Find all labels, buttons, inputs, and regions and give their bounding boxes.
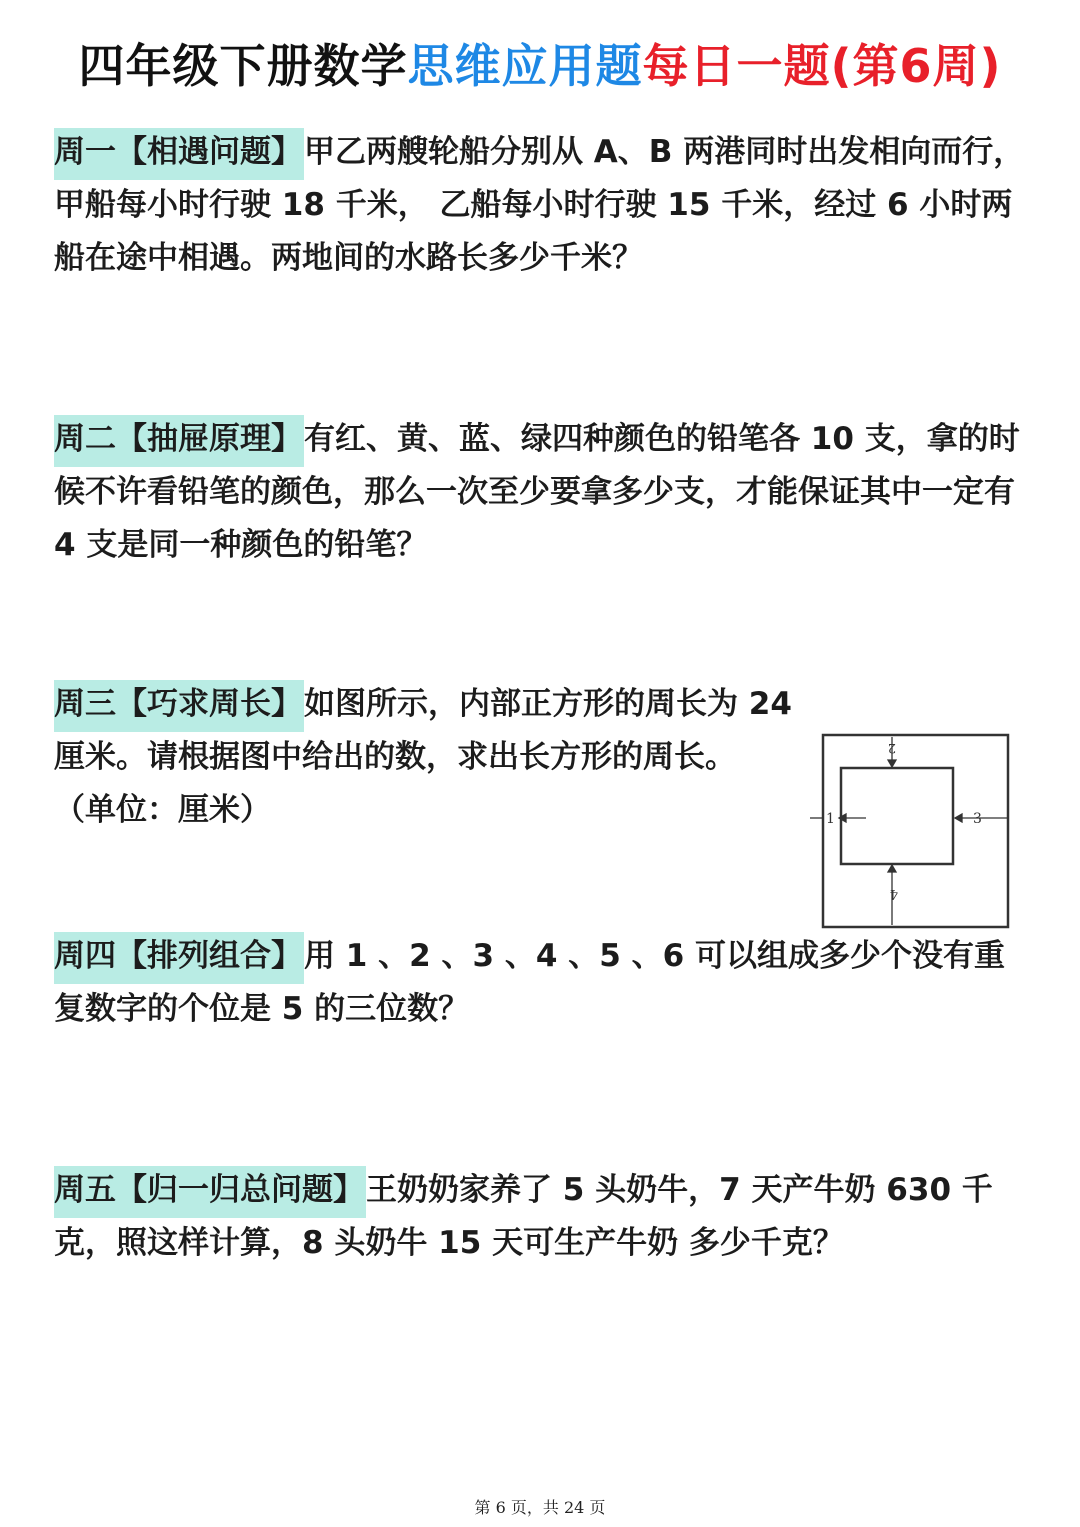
problem-tag: 周三【巧求周长】 <box>54 680 304 732</box>
page-number: 第 6 页，共 24 页 <box>474 1498 606 1517</box>
dimension-arrows <box>810 737 1008 925</box>
problem-unit: （单位：厘米） <box>54 792 271 828</box>
problem-text: 甲乙两艘轮船分别从 A、B 两港同时出发相向而行，甲船每小时行驶 18 千米， 乙船每小时行驶 15 千米，经过 6 小时两船在途中相遇。两地间的水路长多少千米？ <box>54 134 1025 276</box>
problem-tuesday <box>54 413 1030 572</box>
title-part-grade: 四年级下册数学 <box>78 39 408 93</box>
problem-friday <box>54 1164 1030 1270</box>
label-left: 1 <box>826 811 835 827</box>
problem-tag: 周五【归一归总问题】 <box>54 1166 366 1218</box>
problem-monday <box>54 126 1030 285</box>
label-right: 3 <box>973 811 982 827</box>
problem-text: 王奶奶家养了 5 头奶牛，7 天产牛奶 630 千克，照这样计算，8 头奶牛 15 天可生产牛奶 多少千克？ <box>54 1172 993 1261</box>
outer-rectangle <box>823 735 1008 927</box>
title-part-week: 每日一题(第6周) <box>642 39 1002 93</box>
problem-wednesday <box>54 678 794 837</box>
rectangle-figure <box>806 730 1016 935</box>
problem-text: 有红、黄、蓝、绿四种颜色的铅笔各 10 支，拿的时候不许看铅笔的颜色，那么一次至少要拿多少支，才能保证其中一定有 4 支是同一种颜色的铅笔？ <box>54 421 1020 563</box>
title-part-topic: 思维应用题 <box>407 39 643 93</box>
label-bottom: 4 <box>889 886 898 901</box>
inner-square <box>841 768 953 864</box>
page-title <box>0 30 1080 96</box>
problem-tag: 周一【相遇问题】 <box>54 128 304 180</box>
problem-thursday <box>54 930 1030 1036</box>
label-top: 2 <box>887 740 896 755</box>
problem-tag: 周二【抽屉原理】 <box>54 415 304 467</box>
problem-text: 用 1 、2 、3 、4 、5 、6 可以组成多少个没有重复数字的个位是 5 的三位数？ <box>54 938 1005 1027</box>
problem-text: 如图所示，内部正方形的周长为 24 厘米。请根据图中给出的数，求出长方形的周长。 <box>54 686 792 775</box>
problem-tag: 周四【排列组合】 <box>54 932 304 984</box>
